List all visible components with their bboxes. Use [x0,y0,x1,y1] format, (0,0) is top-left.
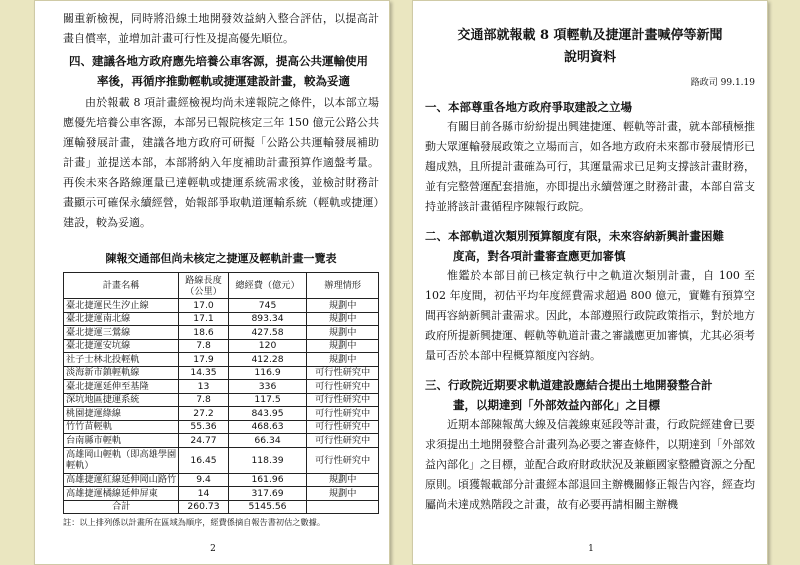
header-name: 計畫名稱 [64,273,179,299]
cell-length: 55.36 [179,420,229,434]
table-row [64,380,379,394]
table-row [64,447,379,473]
cell-length: 16.45 [179,447,229,473]
cell-status: 可行性研究中 [307,434,379,448]
section-heading-line2: 率後，再循序推動輕軌或捷運建設計畫，較為妥適 [97,74,350,88]
cell-status: 可行性研究中 [307,447,379,473]
table-row [64,393,379,407]
cell-project-name: 高雄岡山輕軌（即高雄學園輕軌） [64,447,179,473]
cell-project-name: 臺北捷運三鶯線 [64,326,179,340]
header-status: 辦理情形 [307,273,379,299]
section-2 [425,226,755,366]
cell-cost: 468.63 [228,420,307,434]
cell-cost: 120 [228,339,307,353]
section-3 [425,375,755,515]
cell-cost: 317.69 [228,487,307,501]
table-title: 陳報交通部但尚未核定之捷運及輕軌計畫一覽表 [105,252,337,265]
total-status [307,500,379,514]
cell-length: 7.8 [179,393,229,407]
section-heading [63,51,379,91]
cell-project-name: 臺北捷運南北線 [64,312,179,326]
cell-cost: 427.58 [228,326,307,340]
section-heading-line1: 三、行政院近期要求軌道建設應結合提出土地開發整合計 [425,378,713,392]
section-heading [425,375,755,415]
cell-cost: 116.9 [228,366,307,380]
cell-status: 規劃中 [307,299,379,313]
total-cost: 5145.56 [228,500,307,514]
cell-length: 18.6 [179,326,229,340]
cell-status: 規劃中 [307,473,379,487]
cell-cost: 118.39 [228,447,307,473]
document-title: 交通部就報載 8 項輕軌及捷運計畫喊停等新聞 [457,28,723,43]
section-heading-line2: 畫，以期達到「外部效益內部化」之目標 [453,398,660,412]
cell-cost: 336 [228,380,307,394]
cell-project-name: 臺北捷運延伸至基隆 [64,380,179,394]
section-body: 有關目前各縣市紛紛提出興建捷運、輕軌等計畫，就本部積極推動大眾運輸發展政策之立場而言，如各地方政府未來都市發展情形已趨成熟，且所提計畫確為可行，其運量需求已足夠支撐該計畫財務，並有完整營運配套措施，亦即提出永續營運之財務計畫，本部自當支持並將該計畫循程序陳報行政院。 [425,120,755,213]
cell-project-name: 高雄捷運橘線延伸屏東 [64,487,179,501]
cell-status: 可行性研究中 [307,366,379,380]
table-row [64,339,379,353]
cell-status: 可行性研究中 [307,380,379,394]
table-header-row [64,273,379,299]
cell-status: 可行性研究中 [307,420,379,434]
cell-status: 規劃中 [307,353,379,367]
section-heading-line1: 四、建議各地方政府應先培養公車客源，提高公共運輸使用 [69,54,368,68]
cell-project-name: 臺北捷運安坑線 [64,339,179,353]
cell-length: 9.4 [179,473,229,487]
cell-cost: 117.5 [228,393,307,407]
page-number: 2 [210,544,216,554]
section-body: 由於報載 8 項計畫經檢視均尚未達報院之條件，以本部立場應優先培養公車客源，本部另已報院核定三年 150 億元公路公共運輸發展計畫，建議各地方政府可研擬「公路公共運輸發展補助計畫」並提送本部，本部將納入年度補助計畫預算作適盤考量。再俟未來各路線運量已達輕軌或捷運系統需求後，並檢討財務計畫顯示可確保永續經營，始報部爭取軌道運輸系統（輕軌或捷運）建設，較為妥適。 [63,96,379,229]
cell-cost: 412.28 [228,353,307,367]
section-body: 惟鑑於本部目前已核定執行中之軌道次類別計畫，自 100 至 102 年度間，初估平均年度經費需求超過 800 億元，實難有預算空間再容納新興計畫需求。因此，本部遵照行政院政策指示，對於地方政府所提新興捷運、輕軌等軌道計畫之審議應更加審慎，尤其必須考量可否於本部中程概算額度內容納。 [425,269,755,362]
header-length: 路線長度（公里） [179,273,229,299]
cell-status: 規劃中 [307,339,379,353]
total-label: 合計 [64,500,179,514]
cell-length: 13 [179,380,229,394]
cell-cost: 843.95 [228,407,307,421]
cell-length: 17.1 [179,312,229,326]
cell-cost: 893.34 [228,312,307,326]
cell-project-name: 社子士林北投輕軌 [64,353,179,367]
table-row [64,299,379,313]
cell-project-name: 淡海新市鎮輕軌線 [64,366,179,380]
cell-status: 規劃中 [307,326,379,340]
cell-length: 14.35 [179,366,229,380]
page-number: 1 [588,544,594,554]
document-subtitle: 說明資料 [563,50,616,65]
cell-length: 17.9 [179,353,229,367]
continued-paragraph: 關重新檢視，同時將沿線土地開發效益納入整合評估，以提高計畫自償率，並增加計畫可行性及提高優先順位。 [63,12,379,45]
cell-project-name: 竹竹苗輕軌 [64,420,179,434]
document-page-1 [412,0,768,565]
page-content [425,27,755,515]
section-heading-line1: 一、本部尊重各地方政府爭取建設之立場 [425,100,632,114]
cell-length: 27.2 [179,407,229,421]
page-content [63,9,379,528]
section-heading-line2: 度高，對各項計畫審查應更加審慎 [453,249,626,263]
cell-project-name: 桃園捷運綠線 [64,407,179,421]
cell-project-name: 臺北捷運民生汐止線 [64,299,179,313]
table-row [64,353,379,367]
section-1 [425,97,755,217]
cell-length: 24.77 [179,434,229,448]
section-body: 近期本部陳報萬大線及信義線東延段等計畫，行政院經建會已要求須提出土地開發整合計畫列為必要之審查條件，以期達到「外部效益內部化」之目標，並配合政府財政狀況及兼顧國家整體資源之分配原則。頃獲報載部分計畫經本部退回主辦機關修正報告內容，經查均屬尚未達成熟階段之計畫，故有必要再請相關主辦機 [425,418,755,511]
cell-status: 可行性研究中 [307,407,379,421]
cell-cost: 161.96 [228,473,307,487]
table-row [64,487,379,501]
cell-status: 規劃中 [307,312,379,326]
cell-cost: 745 [228,299,307,313]
table-note: 註：以上排列係以計畫所在區域為順序，經費係摘自報告書初估之數據。 [63,517,326,527]
table-total-row [64,500,379,514]
section-heading [425,97,755,117]
projects-table [63,272,379,514]
cell-length: 7.8 [179,339,229,353]
table-row [64,407,379,421]
section-heading [425,226,755,266]
document-number: 路政司 99.1.19 [690,78,755,88]
cell-length: 14 [179,487,229,501]
cell-cost: 66.34 [228,434,307,448]
total-length: 260.73 [179,500,229,514]
table-row [64,473,379,487]
cell-status: 可行性研究中 [307,393,379,407]
cell-project-name: 台南縣市輕軌 [64,434,179,448]
header-cost: 總經費（億元） [228,273,307,299]
table-row [64,366,379,380]
table-row [64,326,379,340]
cell-length: 17.0 [179,299,229,313]
table-row [64,312,379,326]
cell-project-name: 深坑地區捷運系統 [64,393,179,407]
section-heading-line1: 二、本部軌道次類別預算額度有限，未來容納新興計畫困難 [425,229,724,243]
table-row [64,434,379,448]
cell-status: 規劃中 [307,487,379,501]
document-page-2 [34,0,390,565]
table-row [64,420,379,434]
cell-project-name: 高雄捷運紅線延伸岡山路竹 [64,473,179,487]
